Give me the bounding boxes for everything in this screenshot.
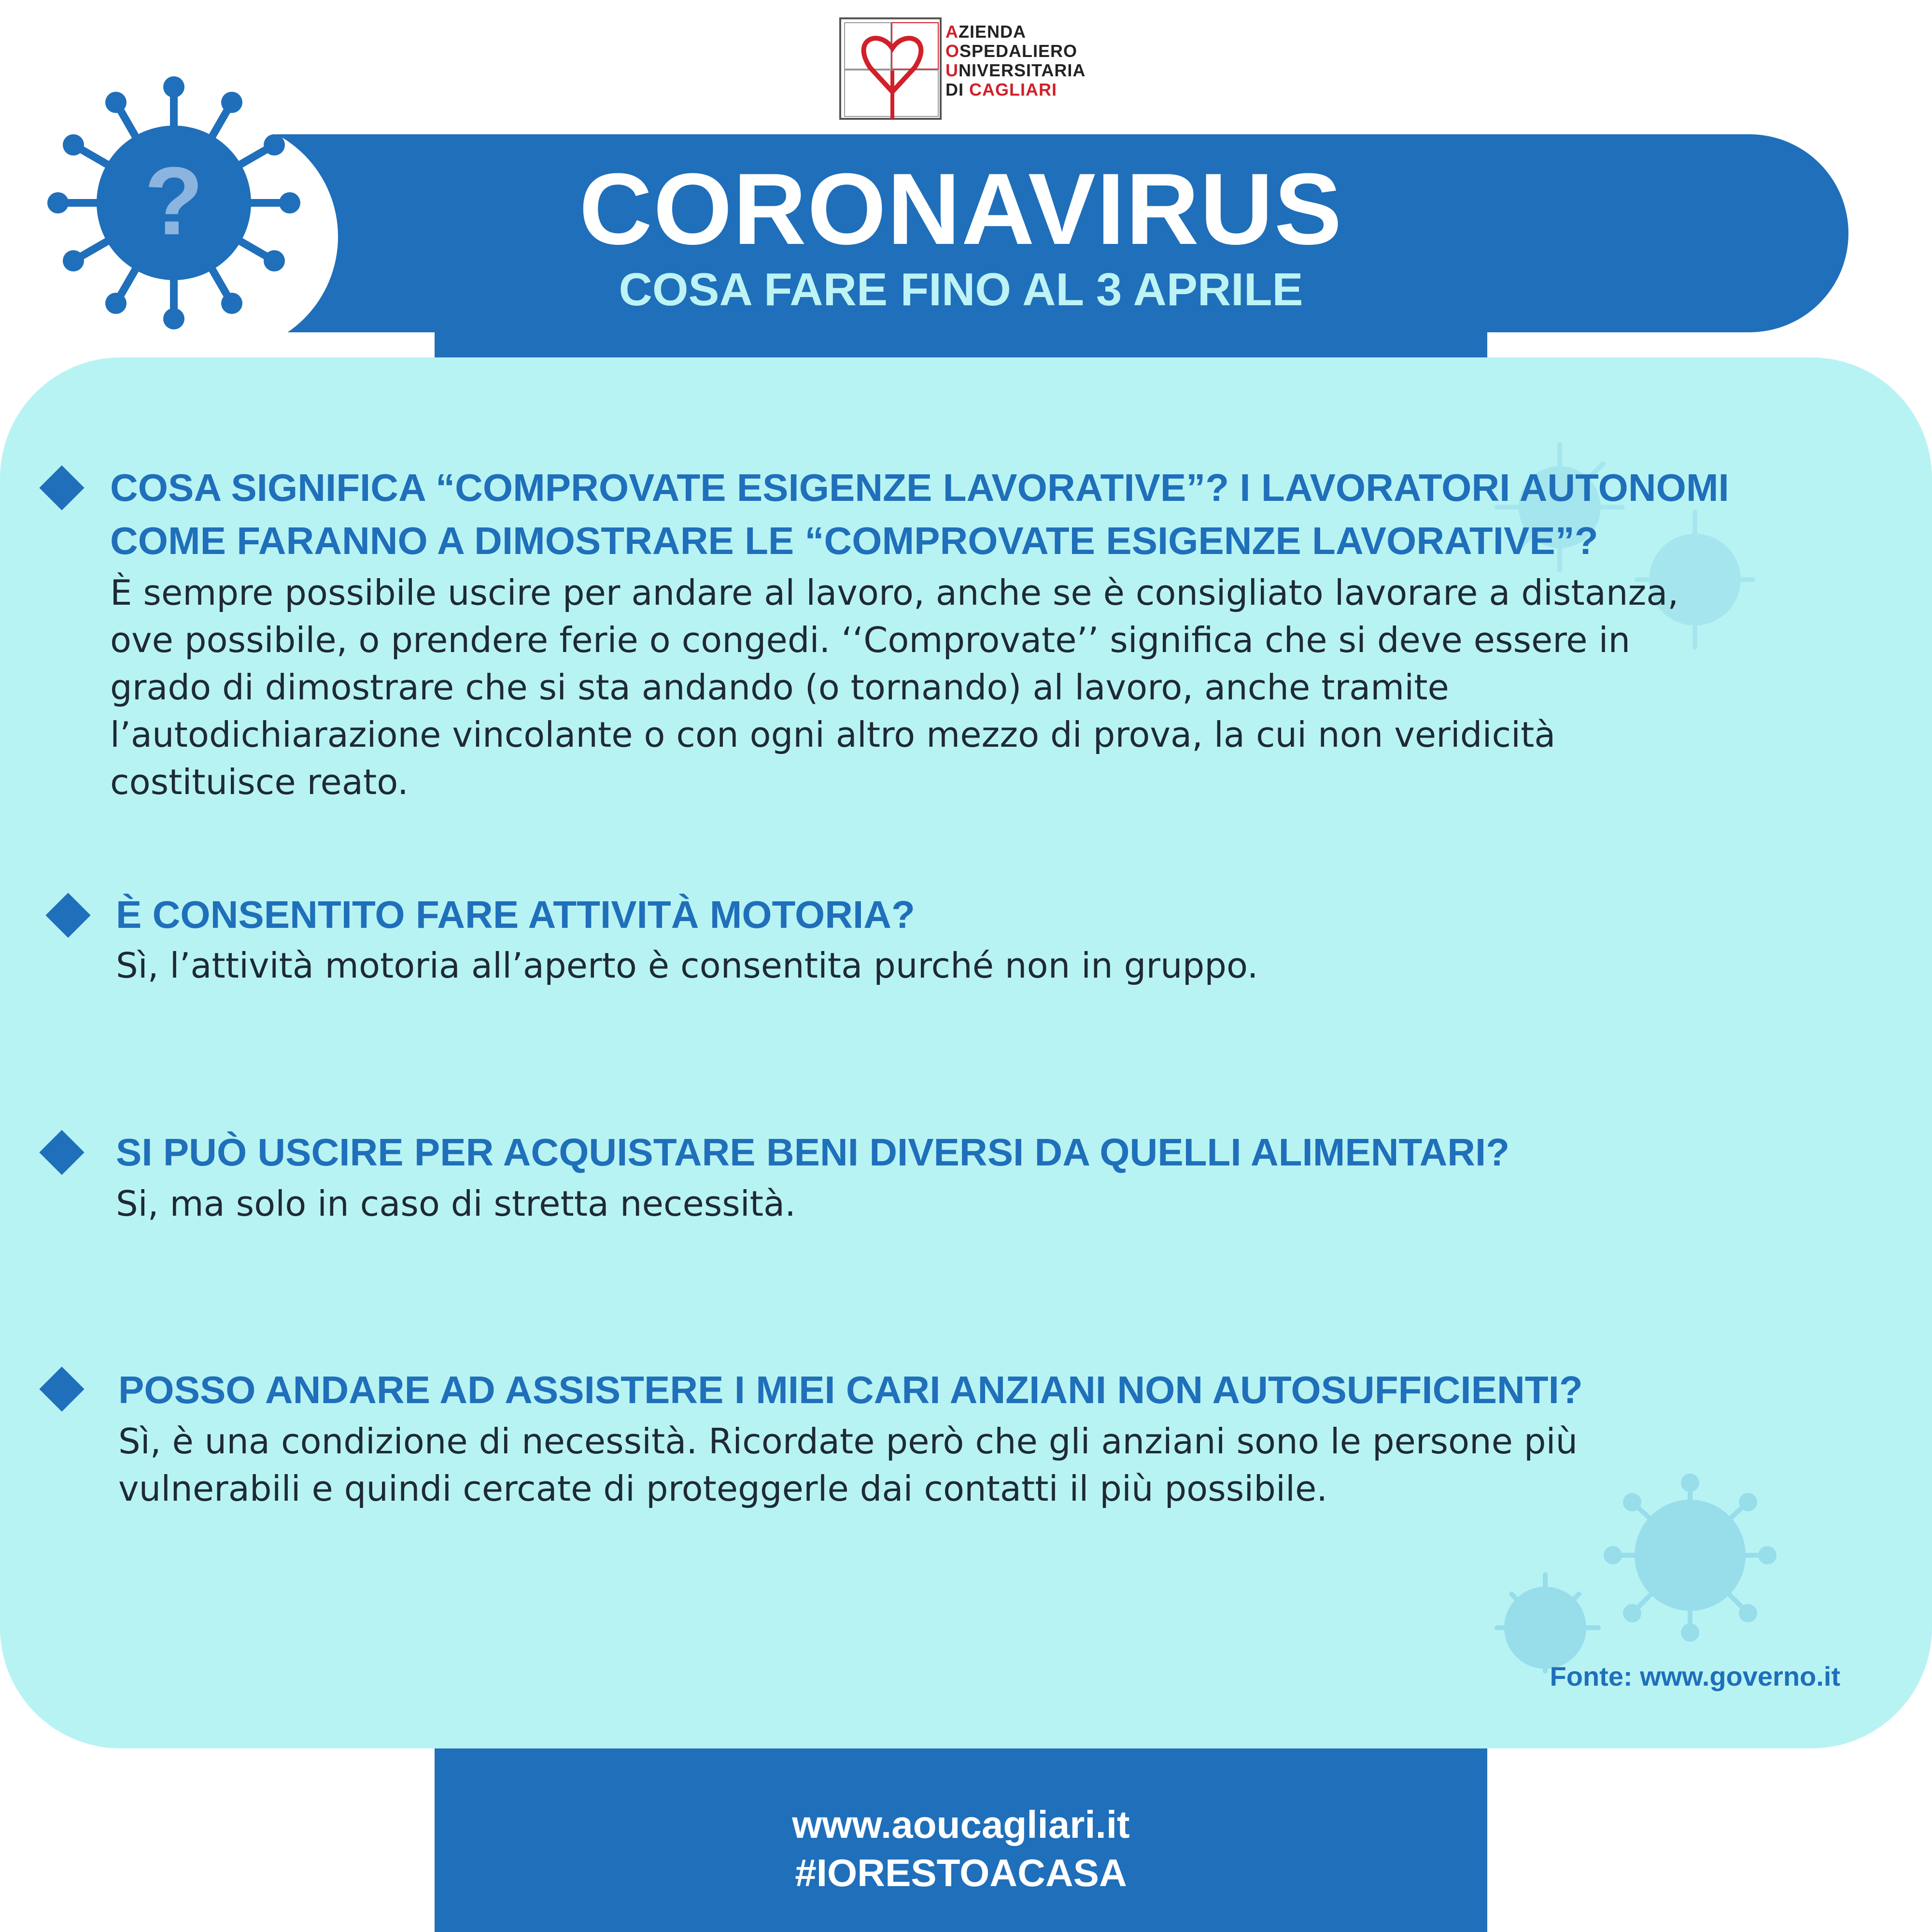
answer-text: vulnerabili e quindi cercate di proteggerle dai contatti il più possibile. [118,1468,1328,1509]
source-note: Fonte: www.governo.it [1550,1661,1840,1691]
answer-text: ove possibile, o prendere ferie o congedi. ‘‘Comprovate’’ significa che si deve essere in [110,620,1631,660]
virus-question-icon [43,72,304,333]
hospital-logo [839,17,1084,120]
question-title: È CONSENTITO FARE ATTIVITÀ MOTORIA? [116,893,915,936]
answer-text: Sì, è una condizione di necessità. Ricordate però che gli anziani sono le persone più [118,1421,1578,1462]
question-title: COSA SIGNIFICA “COMPROVATE ESIGENZE LAVORATIVE”? I LAVORATORI AUTONOMI [110,466,1729,509]
page-title: CORONAVIRUS [579,152,1343,266]
answer-text: È sempre possibile uscire per andare al lavoro, anche se è consigliato lavorare a distanza, [110,572,1679,613]
page-subtitle: COSA FARE FINO AL 3 APRILE [619,264,1303,315]
question-title: POSSO ANDARE AD ASSISTERE I MIEI CARI ANZIANI NON AUTOSUFFICIENTI? [118,1368,1583,1411]
footer-website[interactable]: www.aoucagliari.it [792,1803,1130,1846]
answer-text: l’autodichiarazione vincolante o con ogni altro mezzo di prova, la cui non veridicità [110,714,1556,755]
question-title: COME FARANNO A DIMOSTRARE LE “COMPROVATE ESIGENZE LAVORATIVE”? [110,519,1598,562]
logo-text: AZIENDA OSPEDALIERO UNIVERSITARIA DI CAGLIARI [945,22,1086,99]
crest-icon [839,17,942,120]
virus-decor-icon [1478,1473,1816,1676]
answer-text: Sì, l’attività motoria all’aperto è consentita purché non in gruppo. [116,945,1258,986]
svg-text:?: ? [144,147,204,255]
footer-hashtag: #IORESTOACASA [795,1851,1127,1894]
answer-text: grado di dimostrare che si sta andando (o tornando) al lavoro, anche tramite [110,667,1449,708]
answer-text: Si, ma solo in caso di stretta necessità. [116,1183,796,1224]
answer-text: costituisce reato. [110,762,409,802]
question-title: SI PUÒ USCIRE PER ACQUISTARE BENI DIVERSI DA QUELLI ALIMENTARI? [116,1131,1510,1174]
